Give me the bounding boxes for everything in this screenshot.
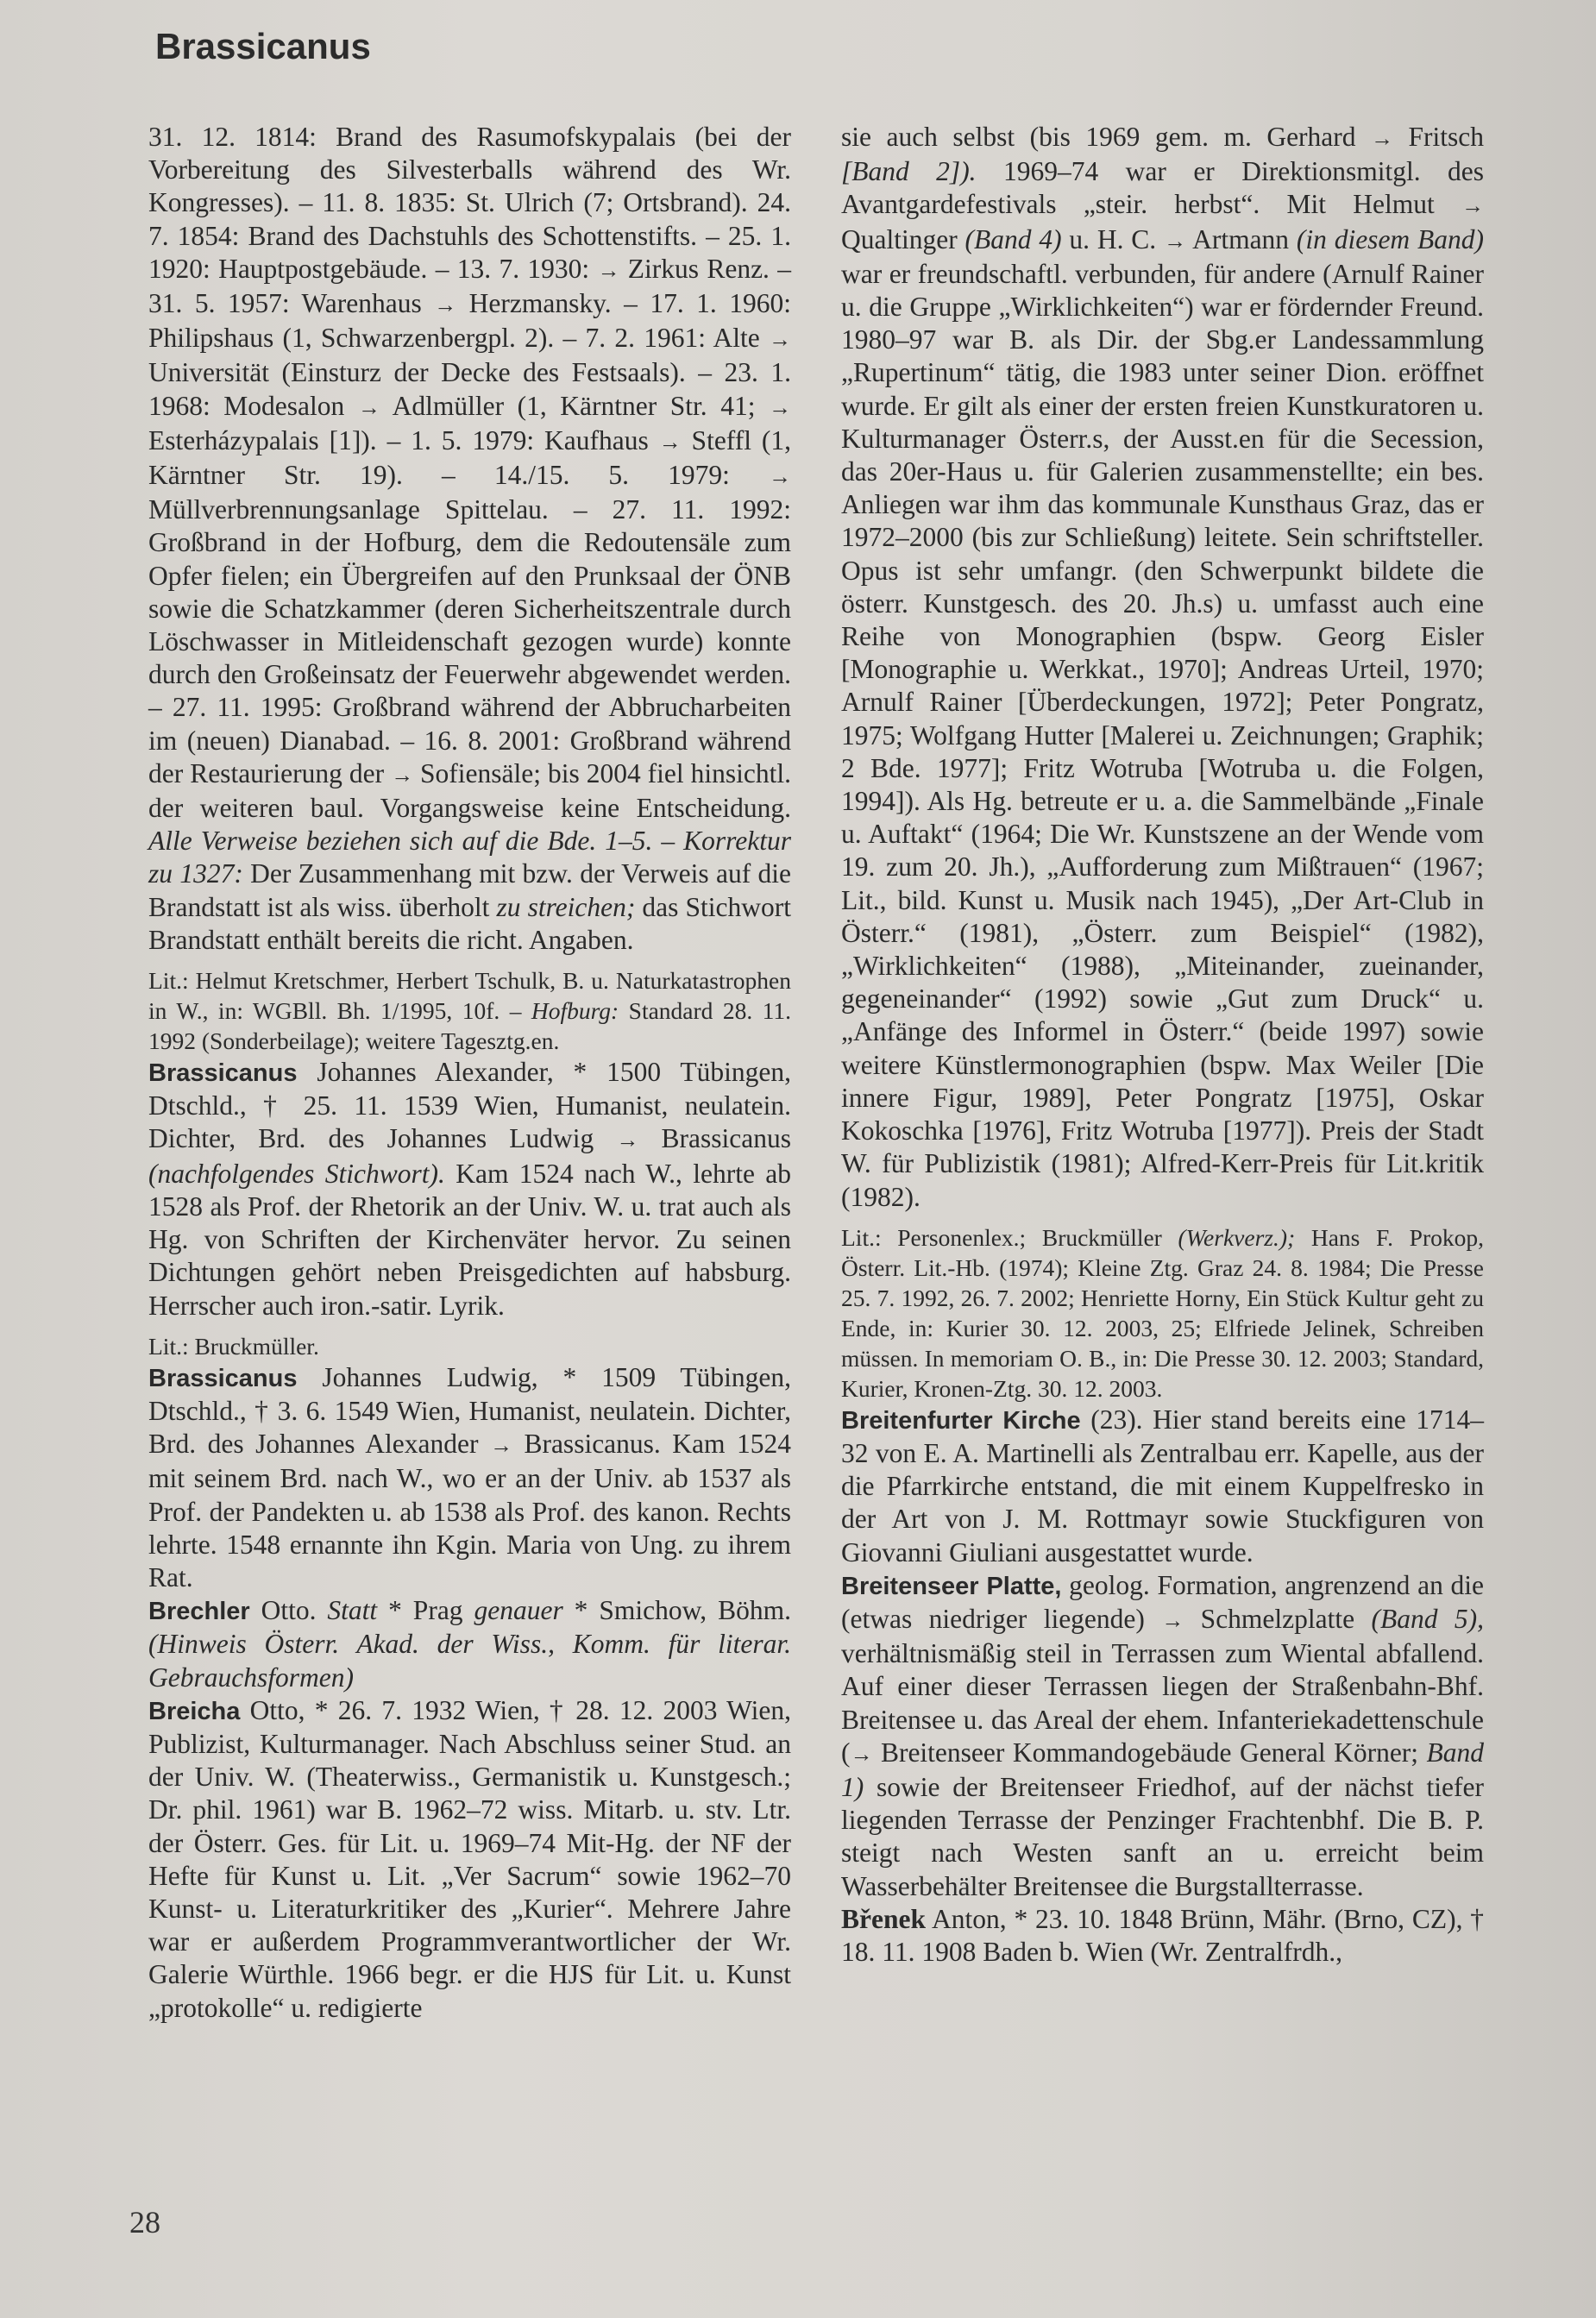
text-run: Sofiensäle; bis 2004 fiel hinsichtl. der weiteren baul. Vorgangsweise keine Entscheidung.: [148, 757, 791, 824]
cross-reference-arrow-icon: →: [391, 762, 414, 788]
left-column: [148, 121, 791, 2025]
text-run: Fritsch: [1393, 122, 1484, 152]
text-run: Herzmansky. – 17. 1. 1960: Philipshaus (1, Schwarzenbergpl. 2). – 7. 2. 1961: Alte: [148, 288, 791, 354]
text-run: u. H. C.: [1061, 223, 1164, 254]
text-run: (23). Hier stand bereits eine 1714–32 von E. A. Martinelli als Zentralbau err. Kapelle, aus der die Pfarrkirche entstand, die mit einem Kuppelfresko in der Art von J. M. Rottmayr sowie Stuckfiguren von Giovanni Giuliani ausgestattet wurde.: [841, 1404, 1484, 1567]
text-run: 31. 12. 1814: Brand des Rasumofskypalais (bei der Vorbereitung des Silvesterballs während des Wr. Kongresses). – 11. 8. 1835: St. Ulrich (7; Ortsbrand). 24. 7. 1854: Brand des Dachstuhls des Schottenstifts. – 25. 1. 1920: Hauptpostgebäude. – 13. 7. 1930:: [148, 122, 791, 284]
entry-fire-literature: [148, 965, 791, 1056]
text-run: Qualtinger: [841, 223, 965, 254]
italic-run: (Werkverz.);: [1178, 1223, 1296, 1251]
text-run: Esterházypalais [1]). – 1. 5. 1979: Kaufhaus: [148, 424, 659, 455]
text-run: Zirkus Renz. – 31. 5. 1957: Warenhaus: [148, 253, 791, 319]
text-run: Brassicanus. Kam 1524 mit seinem Brd. nach W., wo er an der Univ. ab 1537 als Prof. der Pandekten u. ab 1538 als Prof. des kanon. Rechts lehrte. 1548 ernannte ihn Kgin. Maria von Ung. zu ihrem Rat.: [148, 1429, 791, 1592]
text-run: Steffl (1, Kärntner Str. 19). – 14./15. 5. 1979:: [148, 424, 792, 491]
cross-reference-arrow-icon: →: [1461, 193, 1484, 219]
italic-run: (Hinweis Österr. Akad. der Wiss., Komm. für literar. Gebrauchsformen): [148, 1629, 791, 1693]
entry-brassicanus-johannes-ludwig: [148, 1361, 791, 1594]
text-run: war er freundschaftl. verbunden, für andere (Arnulf Rainer u. die Gruppe „Wirklichkeiten“) war er fördernder Freund. 1980–97 war B. als Dir. der Sbg.er Landessammlung „Rupertinum“ tätig, die 1983 unter seiner Dion. eröffnet wurde. Er gilt als einer der ersten freien Kunstkuratoren u. Kulturmanager Österr.s, der Ausst.en für die Secession, das 20er-Haus u. für Galerien zusammenstellte; ein bes. Anliegen war ihm das kommunale Kunsthaus Graz, das er 1972–2000 (bis zur Schließung) leitete. Sein schriftsteller. Opus ist sehr umfangr. (den Schwerpunkt bildete die österr. Kunstgesch. des 20. Jh.s) u. umfasst auch eine Reihe von Monographien (bspw. Georg Eisler [Monographie u. Werkkat., 1970]; Andreas Urteil, 1970; Arnulf Rainer [Überdeckungen, 1972]; Peter Pongratz, 1975; Wolfgang Hutter [Malerei u. Zeichnungen; Graphik; 2 Bde. 1977]; Fritz Wotruba [Wotruba u. die Folgen, 1994]). Als Hg. betreute er u. a. die Sammelbände „Finale u. Auftakt“ (1964; Die Wr. Kunstszene an der Wende vom 19. zum 20. Jh.), „Aufforderung zum Mißtrauen“ (1967; Lit., bild. Kunst u. Musik nach 1945), „Der Art-Club in Österr.“ (1981), „Österr. zum Beispiel“ (1982), „Wirklichkeiten“ (1988), „Miteinander, zueinander, gegeneinander“ (1992) sowie „Gut zum Druck“ u. „Anfänge des Informel in Österr.“ (beide 1997) sowie weitere Künstlermonographien (bspw. Max Weiler [Die innere Figur, 1989], Peter Pongratz [1975], Oskar Kokoschka [1976], Fritz Wotruba [1977]). Preis der Stadt W. für Publizistik (1981); Alfred-Kerr-Preis für Lit.kritik (1982).: [841, 258, 1484, 1212]
running-head: Brassicanus: [155, 26, 371, 66]
text-run: Universität (Einsturz der Decke des Festsaals). – 23. 1. 1968: Modesalon: [148, 357, 791, 421]
text-run: * Smichow, Böhm.: [562, 1595, 791, 1626]
italic-run: zu streichen;: [496, 891, 636, 922]
entry-breitenfurter-kirche: [841, 1404, 1484, 1569]
page-number: 28: [129, 2205, 160, 2239]
italic-run: (nachfolgendes Stichwort).: [148, 1158, 445, 1189]
italic-run: genauer: [474, 1595, 563, 1626]
entry-brassicanus-johannes-alexander: [148, 1056, 791, 1322]
cross-reference-arrow-icon: →: [357, 394, 380, 420]
text-run: Otto, * 26. 7. 1932 Wien, † 28. 12. 2003 Wien, Publizist, Kulturmanager. Nach Abschluss seiner Stud. an der Univ. W. (Theaterwiss., Germanistik u. Kunstgesch.; Dr. phil. 1961) war B. 1962–72 wiss. Mitarb. u. stv. Ltr. der Österr. Ges. für Lit. u. 1969–74 Mit-Hg. der NF der Hefte für Kunst u. Lit. „Ver Sacrum“ sowie 1962–70 Kunst- u. Literaturkritiker des „Kurier“. Mehrere Jahre war er außerdem Programmverantwortlicher der Wr. Galerie Würthle. 1966 begr. er die HJS für Lit. u. Kunst „protokolle“ u. redigierte: [148, 1694, 791, 2023]
entry-brenek: [841, 1903, 1484, 1969]
text-run: Adlmüller (1, Kärntner Str. 41;: [380, 390, 769, 421]
headword: Breitenfurter Kirche: [841, 1406, 1081, 1435]
italic-run: Hofburg:: [531, 997, 619, 1025]
headword: Brechler: [148, 1598, 250, 1626]
cross-reference-arrow-icon: →: [1161, 1607, 1184, 1633]
text-run: Lit.: Helmut Kretschmer, Herbert Tschulk, B. u. Naturkatastrophen in W., in: WGBll. Bh. 1/1995, 10f. –: [148, 967, 791, 1025]
text-run: Hans F. Prokop, Österr. Lit.-Hb. (1974); Kleine Ztg. Graz 24. 8. 1984; Die Presse 25. 7. 1992, 26. 7. 2002; Henriette Horny, Ein Stück Kultur geht zu Ende, in: Kurier 30. 12. 2003, 25; Elfriede Jelinek, Schreiben müssen. In memoriam O. B., in: Die Presse 30. 12. 2003; Standard, Kurier, Kronen-Ztg. 30. 12. 2003.: [841, 1223, 1484, 1402]
text-run: geolog. Formation, angrenzend an die (etwas niedriger liegende): [841, 1569, 1485, 1634]
text-run: * Prag: [377, 1595, 474, 1626]
text-run: Müllverbrennungsanlage Spittelau. – 27. 11. 1992: Großbrand in der Hofburg, dem die Redoutensäle zum Opfer fielen; ein Übergreifen auf den Prunksaal der ÖNB sowie die Schatzkammer (deren Sicherheitszentrale durch Löschwasser in Mitleidenschaft gezogen wurde) konnte durch den Großeinsatz der Feuerwehr abgewendet werden. – 27. 11. 1995: Großbrand während der Abbrucharbeiten im (neuen) Dianabad. – 16. 8. 2001: Großbrand während der Restaurierung der: [148, 494, 791, 788]
italic-run: [Band 2]).: [841, 156, 977, 187]
italic-run: (Band 5),: [1371, 1603, 1485, 1634]
italic-run: (Band 4): [965, 223, 1062, 254]
headword: Brassicanus: [148, 1059, 298, 1088]
text-run: Lit.: Bruckmüller.: [148, 1332, 319, 1360]
italic-run: Band 1): [841, 1737, 1484, 1802]
entry-breicha-continued: [841, 121, 1484, 1214]
italic-run: Statt: [327, 1595, 378, 1626]
cross-reference-arrow-icon: →: [769, 464, 791, 490]
entry-breicha-literature: [841, 1222, 1484, 1404]
text-run: Breitenseer Kommandogebäude General Körner;: [872, 1737, 1427, 1768]
cross-reference-arrow-icon: →: [1371, 126, 1393, 151]
text-run: Anton, * 23. 10. 1848 Brünn, Mähr. (Brno, CZ), † 18. 11. 1908 Baden b. Wien (Wr. Zentralfrdh.,: [841, 1903, 1484, 1967]
text-run: Otto.: [249, 1595, 328, 1626]
text-run: Schmelzplatte: [1184, 1603, 1372, 1634]
entry-fire-list: [148, 121, 791, 957]
cross-reference-arrow-icon: →: [658, 429, 682, 455]
entry-brechler: [148, 1594, 791, 1694]
text-run: Johannes Ludwig, * 1509 Tübingen, Dtschld., † 3. 6. 1549 Wien, Humanist, neulatein. Dichter, Brd. des Johannes Alexander: [148, 1361, 791, 1460]
italic-run: (in diesem Band): [1296, 223, 1484, 254]
cross-reference-arrow-icon: →: [850, 1741, 873, 1767]
text-run: Kam 1524 nach W., lehrte ab 1528 als Prof. der Rhetorik an der Univ. W. u. trat auch als Hg. von Schriften der Kirchenväter hervor. Zu seinen Dichtungen gehört neben Preisgedichten auf habsburg. Herrscher auch iron.-satir. Lyrik.: [148, 1158, 791, 1321]
text-run: Der Zusammenhang mit bzw. der Verweis auf die Brandstatt ist als wiss. überholt: [148, 858, 791, 922]
text-run: Lit.: Personenlex.; Bruckmüller: [841, 1223, 1178, 1251]
cross-reference-arrow-icon: →: [769, 327, 791, 353]
cross-reference-arrow-icon: →: [769, 394, 791, 420]
text-run: sie auch selbst (bis 1969 gem. m. Gerhard: [841, 122, 1371, 152]
text-run: das Stichwort Brandstatt enthält bereits die richt. Angaben.: [148, 891, 791, 955]
headword: Breicha: [148, 1697, 241, 1725]
text-run: verhältnismäßig steil in Terrassen zum Wiental abfallend. Auf einer dieser Terrassen liegen der Straßenbahn-Bhf. Breitensee u. das Areal der ehem. Infanteriekadettenschule (: [841, 1638, 1484, 1768]
italic-run: Alle Verweise beziehen sich auf die Bde. 1–5. – Korrektur zu 1327:: [148, 826, 791, 889]
headword: Breitenseer Platte,: [841, 1572, 1062, 1600]
cross-reference-arrow-icon: →: [489, 1433, 512, 1459]
entry-breitenseer-platte: [841, 1569, 1484, 1903]
text-run: Standard 28. 11. 1992 (Sonderbeilage); weitere Tagesztg.en.: [148, 997, 791, 1055]
text-run: sowie der Breitenseer Friedhof, auf der nächst tiefer liegenden Terrasse der Penzinger Frachtenbhf. Die B. P. steigt nach Westen sanft an u. erreicht beim Wasserbehälter Breitensee die Burgstallterrasse.: [841, 1771, 1484, 1901]
text-run: Artmann: [1186, 223, 1297, 254]
headword: Brassicanus: [148, 1364, 298, 1392]
text-run: Brassicanus: [638, 1123, 791, 1154]
headword: Břenek: [841, 1903, 926, 1934]
cross-reference-arrow-icon: →: [434, 292, 457, 318]
cross-reference-arrow-icon: →: [1164, 228, 1186, 254]
entry-breicha: [148, 1694, 791, 2025]
text-run: Johannes Alexander, * 1500 Tübingen, Dtschld., † 25. 11. 1539 Wien, Humanist, neulatein. Dichter, Brd. des Johannes Ludwig: [148, 1057, 791, 1154]
right-column: [841, 121, 1484, 1969]
cross-reference-arrow-icon: →: [616, 1128, 639, 1153]
cross-reference-arrow-icon: →: [597, 257, 620, 283]
text-run: 1969–74 war er Direktionsmitgl. des Avantgardefestivals „steir. herbst“. Mit Helmut: [841, 156, 1485, 220]
entry-brassicanus-alexander-literature: [148, 1331, 791, 1361]
